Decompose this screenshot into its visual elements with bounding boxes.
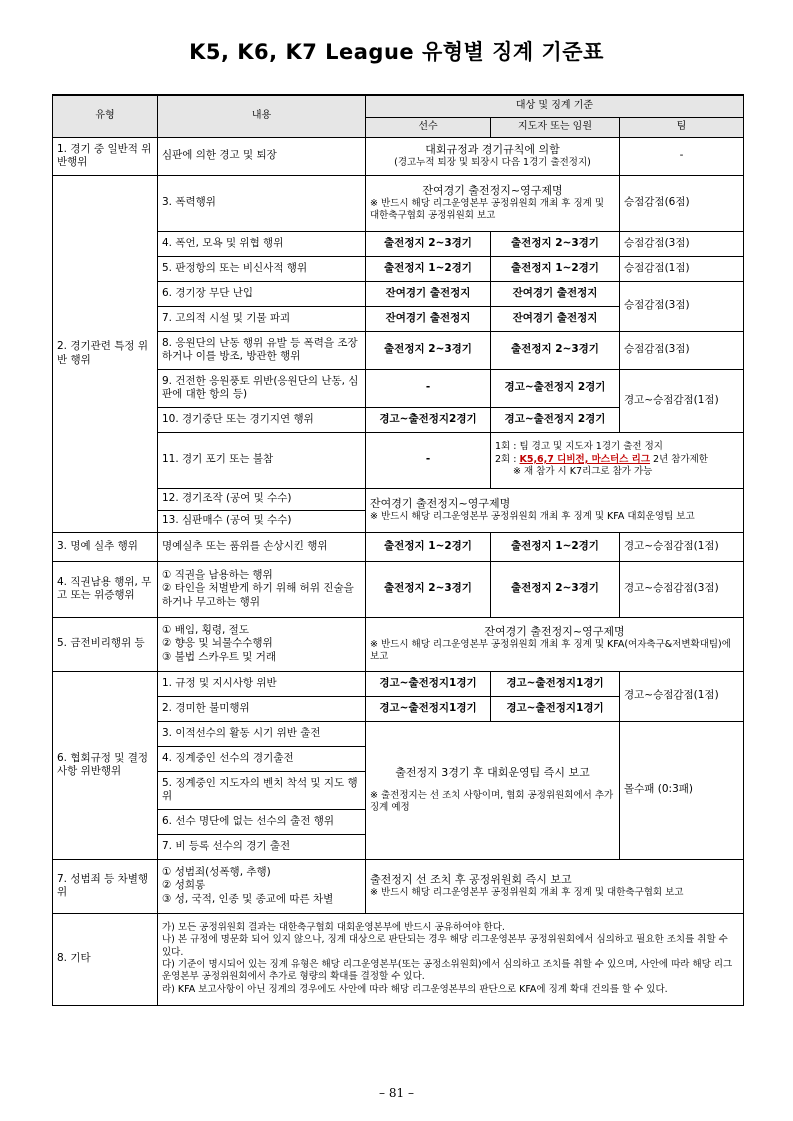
list-item: 다) 기준이 명시되어 있는 징계 유형은 해당 리그운영본부(또는 공정소위원회)에서 심의하고 조치를 취할 수 있으며, 사안에 따라 해당 리그운영본부 공정위원회에서 추가로 형량의 확대를 결정할 수 있다. bbox=[162, 959, 733, 983]
player-cell: 출전정지 1~2경기 bbox=[366, 256, 491, 281]
table-row bbox=[53, 137, 744, 175]
staff-cell: 출전정지 1~2경기 bbox=[491, 256, 620, 281]
list-item: ② 타인을 처벌받게 하기 위해 허위 진술을 하거나 무고하는 행위 bbox=[162, 582, 354, 608]
penalty-cell bbox=[366, 137, 620, 175]
table-row bbox=[53, 175, 744, 231]
staff-cell: 출전정지 2~3경기 bbox=[491, 231, 620, 256]
staff-cell: 경고~출전정지1경기 bbox=[491, 671, 620, 696]
forfeit-cell bbox=[491, 432, 744, 488]
list-item: 라) KFA 보고사항이 아닌 징계의 경우에도 사안에 따라 해당 리그운영본부의 판단으로 KFA에 징계 확대 건의를 할 수 있다. bbox=[162, 983, 668, 995]
penalty-text: 잔여경기 출전정지~영구제명 bbox=[370, 497, 511, 511]
penalty-note: (경고누적 퇴장 및 퇴장시 다음 1경기 출전정지) bbox=[394, 156, 591, 168]
table-row bbox=[53, 671, 744, 696]
list-item: ① 직권을 남용하는 행위 bbox=[162, 568, 273, 581]
content-cell: 3. 이적선수의 활동 시기 위반 출전 bbox=[158, 721, 366, 746]
league-highlight: K5,6,7 디비전, 마스터스 리그 bbox=[519, 453, 651, 465]
content-cell: 3. 폭력행위 bbox=[158, 175, 366, 231]
table-row bbox=[53, 913, 744, 1005]
penalty-note: ※ 반드시 해당 리그운영본부 공정위원회 개최 후 징계 및 대한축구협회 공정위원회 보고 bbox=[370, 198, 605, 221]
forfeit-line-3: ※ 재 참가 시 K7리그로 참가 가능 bbox=[513, 466, 653, 478]
team-cell: 경고~승점감점(1점) bbox=[620, 369, 744, 432]
content-cell: 11. 경기 포기 또는 불참 bbox=[158, 432, 366, 488]
content-cell bbox=[158, 561, 366, 617]
content-cell: 4. 징계중인 선수의 경기출전 bbox=[158, 746, 366, 771]
penalty-note: ※ 출전정지는 선 조치 사항이며, 협회 공정위원회에서 추가 징계 예정 bbox=[370, 790, 614, 813]
player-cell: 경고~출전정지1경기 bbox=[366, 696, 491, 721]
forfeit-line-2-prefix: 2회 : bbox=[495, 453, 520, 465]
list-item: ① 성범죄(성폭행, 추행) bbox=[162, 865, 271, 878]
header-target: 대상 및 징계 기준 bbox=[366, 95, 744, 117]
discipline-table bbox=[52, 94, 744, 1006]
player-cell: 출전정지 1~2경기 bbox=[366, 532, 491, 561]
team-cell: 승점감점(6점) bbox=[620, 175, 744, 231]
content-cell: 6. 경기장 무단 난입 bbox=[158, 281, 366, 306]
forfeit-line-2 bbox=[495, 454, 739, 466]
list-item: 나) 본 규정에 명문화 되어 있지 않으나, 징계 대상으로 판단되는 경우 해당 리그운영본부 공정위원회에서 심의하고 필요한 조치를 취할 수 있다. bbox=[162, 934, 728, 958]
list-item: ① 배임, 횡령, 절도 bbox=[162, 623, 249, 636]
content-cell: 8. 응원단의 난동 행위 유발 등 폭력을 조장하거나 이를 방조, 방관한 행위 bbox=[158, 331, 366, 369]
team-cell: 경고~승점감점(1점) bbox=[620, 671, 744, 721]
player-cell: 잔여경기 출전정지 bbox=[366, 281, 491, 306]
player-cell: 잔여경기 출전정지 bbox=[366, 306, 491, 331]
page-number: – 81 – bbox=[379, 1086, 414, 1100]
content-cell: 5. 판정항의 또는 비신사적 행위 bbox=[158, 256, 366, 281]
list-item: ② 성희롱 bbox=[162, 879, 206, 892]
category-cell: 7. 성범죄 등 차별행위 bbox=[53, 859, 158, 913]
content-cell: 명예실추 또는 품위를 손상시킨 행위 bbox=[158, 532, 366, 561]
header-team: 팀 bbox=[620, 117, 744, 137]
penalty-cell bbox=[366, 721, 620, 859]
header-content: 내용 bbox=[158, 95, 366, 137]
content-cell: 4. 폭언, 모욕 및 위협 행위 bbox=[158, 231, 366, 256]
list-item: 가) 모든 공정위원회 결과는 대한축구협회 대회운영본부에 반드시 공유하여야 한다. bbox=[162, 921, 505, 933]
content-cell: 13. 심판매수 (공여 및 수수) bbox=[158, 510, 366, 532]
player-cell: 출전정지 2~3경기 bbox=[366, 561, 491, 617]
content-cell: 6. 선수 명단에 없는 선수의 출전 행위 bbox=[158, 809, 366, 834]
player-cell: - bbox=[366, 432, 491, 488]
team-cell: 몰수패 (0:3패) bbox=[620, 721, 744, 859]
penalty-note: ※ 반드시 해당 리그운영본부 공정위원회 개최 후 징계 및 대한축구협회 보고 bbox=[370, 886, 684, 898]
content-cell: 7. 고의적 시설 및 기물 파괴 bbox=[158, 306, 366, 331]
category-cell: 4. 직권남용 행위, 무고 또는 위증행위 bbox=[53, 561, 158, 617]
header-type: 유형 bbox=[53, 95, 158, 137]
list-item: ③ 불법 스카우트 및 거래 bbox=[162, 650, 277, 663]
staff-cell: 경고~출전정지1경기 bbox=[491, 696, 620, 721]
team-cell: 경고~승점감점(3점) bbox=[620, 561, 744, 617]
team-cell: 승점감점(1점) bbox=[620, 256, 744, 281]
content-cell: 10. 경기중단 또는 경기지연 행위 bbox=[158, 407, 366, 432]
category-cell: 3. 명예 실추 행위 bbox=[53, 532, 158, 561]
team-cell: 승점감점(3점) bbox=[620, 281, 744, 331]
penalty-text: 대회규정과 경기규칙에 의함 bbox=[425, 143, 560, 157]
content-cell: 9. 건전한 응원풍토 위반(응원단의 난동, 심판에 대한 항의 등) bbox=[158, 369, 366, 407]
penalty-cell bbox=[366, 488, 744, 532]
penalty-text: 잔여경기 출전정지~영구제명 bbox=[422, 184, 563, 198]
list-item: ② 향응 및 뇌물수수행위 bbox=[162, 637, 273, 650]
penalty-cell bbox=[366, 617, 744, 671]
player-cell: 경고~출전정지1경기 bbox=[366, 671, 491, 696]
category-cell: 2. 경기관련 특정 위반 행위 bbox=[53, 175, 158, 532]
content-cell: 7. 비 등록 선수의 경기 출전 bbox=[158, 834, 366, 859]
team-cell: 승점감점(3점) bbox=[620, 231, 744, 256]
header-row bbox=[53, 95, 744, 117]
category-cell: 1. 경기 중 일반적 위반행위 bbox=[53, 137, 158, 175]
header-staff: 지도자 또는 임원 bbox=[491, 117, 620, 137]
category-cell: 8. 기타 bbox=[53, 913, 158, 1005]
header-player: 선수 bbox=[366, 117, 491, 137]
content-cell bbox=[158, 859, 366, 913]
penalty-text: 출전정지 3경기 후 대회운영팀 즉시 보고 bbox=[395, 766, 590, 780]
player-cell: 출전정지 2~3경기 bbox=[366, 231, 491, 256]
penalty-text: 출전정지 선 조치 후 공정위원회 즉시 보고 bbox=[370, 873, 572, 887]
player-cell: 출전정지 2~3경기 bbox=[366, 331, 491, 369]
content-cell: 5. 징계중인 지도자의 벤치 착석 및 지도 행위 bbox=[158, 771, 366, 809]
penalty-cell bbox=[366, 175, 620, 231]
staff-cell: 경고~출전정지 2경기 bbox=[491, 369, 620, 407]
content-cell bbox=[158, 617, 366, 671]
list-item: ③ 성, 국적, 인종 및 종교에 따른 차별 bbox=[162, 892, 334, 905]
category-cell: 5. 금전비리행위 등 bbox=[53, 617, 158, 671]
staff-cell: 출전정지 2~3경기 bbox=[491, 561, 620, 617]
player-cell: 경고~출전정지2경기 bbox=[366, 407, 491, 432]
forfeit-line-1: 1회 : 팀 경고 및 지도자 1경기 출전 정지 bbox=[495, 441, 663, 453]
staff-cell: 경고~출전정지 2경기 bbox=[491, 407, 620, 432]
category-cell: 6. 협회규정 및 결정사항 위반행위 bbox=[53, 671, 158, 859]
table-row bbox=[53, 859, 744, 913]
penalty-note: ※ 반드시 해당 리그운영본부 공정위원회 개최 후 징계 및 KFA 대회운영팀 보고 bbox=[370, 510, 695, 522]
forfeit-line-2-suffix: 2년 참가제한 bbox=[650, 453, 708, 465]
penalty-cell bbox=[366, 859, 744, 913]
team-cell: 승점감점(3점) bbox=[620, 331, 744, 369]
table-row bbox=[53, 617, 744, 671]
penalty-text: 잔여경기 출전정지~영구제명 bbox=[484, 625, 625, 639]
penalty-note: ※ 반드시 해당 리그운영본부 공정위원회 개최 후 징계 및 KFA(여자축구&저변확대팀)에 보고 bbox=[370, 639, 731, 662]
content-cell: 심판에 의한 경고 및 퇴장 bbox=[158, 137, 366, 175]
staff-cell: 출전정지 1~2경기 bbox=[491, 532, 620, 561]
content-cell: 1. 규정 및 지시사항 위반 bbox=[158, 671, 366, 696]
notes-cell bbox=[158, 913, 744, 1005]
player-cell: - bbox=[366, 369, 491, 407]
content-cell: 2. 경미한 불미행위 bbox=[158, 696, 366, 721]
team-cell: 경고~승점감점(1점) bbox=[620, 532, 744, 561]
table-row bbox=[53, 532, 744, 561]
staff-cell: 잔여경기 출전정지 bbox=[491, 281, 620, 306]
team-cell: - bbox=[620, 137, 744, 175]
content-cell: 12. 경기조작 (공여 및 수수) bbox=[158, 488, 366, 510]
staff-cell: 잔여경기 출전정지 bbox=[491, 306, 620, 331]
table-row bbox=[53, 561, 744, 617]
page-title: K5, K6, K7 League 유형별 징계 기준표 bbox=[189, 40, 604, 64]
staff-cell: 출전정지 2~3경기 bbox=[491, 331, 620, 369]
